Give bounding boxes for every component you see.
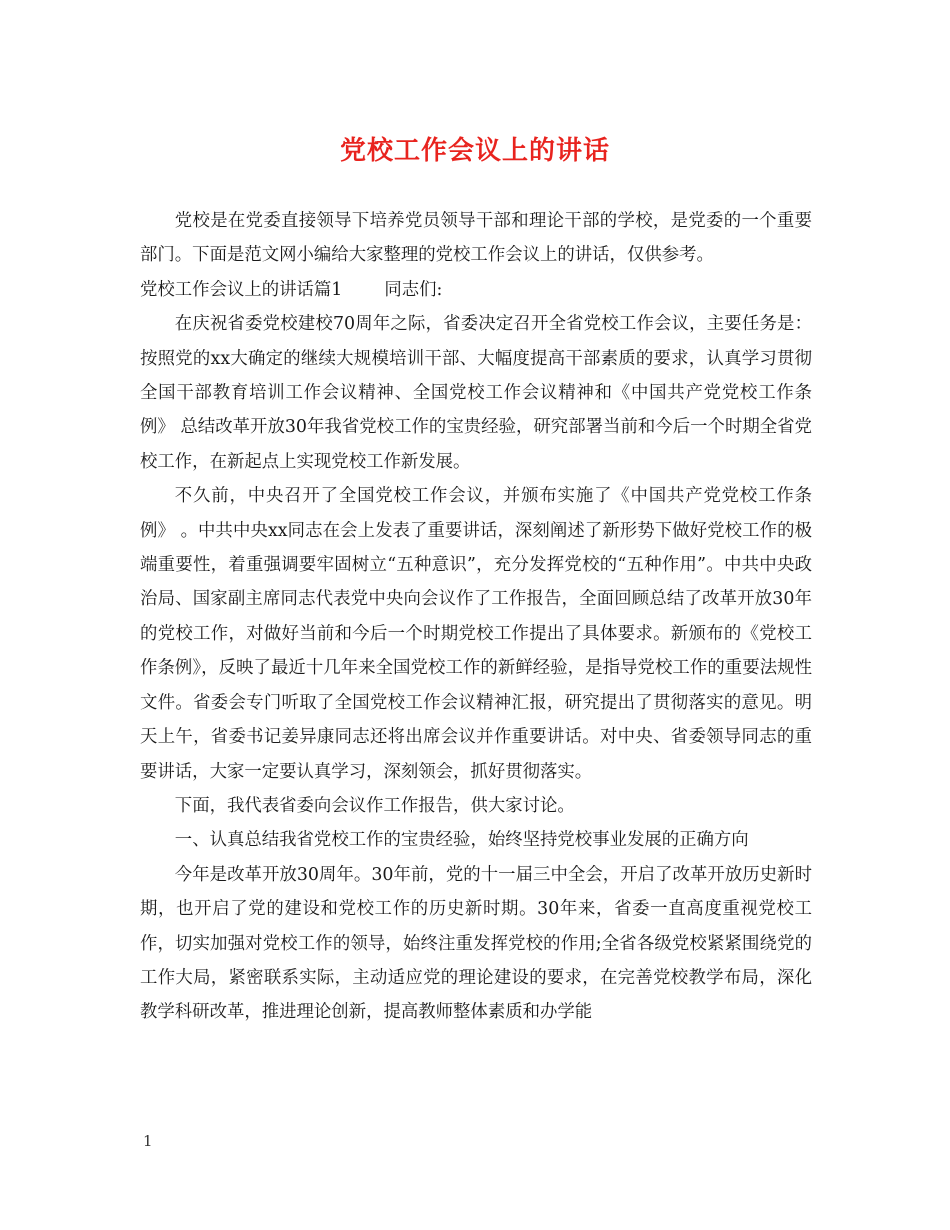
page-number: 1 <box>143 1132 153 1150</box>
body-paragraph: 在庆祝省委党校建校70周年之际，省委决定召开全省党校工作会议，主要任务是：按照党的xx大确定的继续大规模培训干部、大幅度提高干部素质的要求，认真学习贯彻全国干部教育培训工作会议精神、全国党校工作会议精神和《中国共产党党校工作条例》 总结改革开放30年我省党校工作的宝贵经验，研究部署当前和今后一个时期全省党校工作，在新起点上实现党校工作新发展。 <box>140 314 812 472</box>
document-body <box>140 204 812 1030</box>
body-paragraph: 不久前，中央召开了全国党校工作会议，并颁布实施了《中国共产党党校工作条例》 。中共中央xx同志在会上发表了重要讲话，深刻阐述了新形势下做好党校工作的极端重要性，着重强调要牢固树立“五种意识”，充分发挥党校的“五种作用”。中共中央政治局、国家副主席同志代表党中央向会议作了工作报告，全面回顾总结了改革开放30年的党校工作，对做好当前和今后一个时期党校工作提出了具体要求。新颁布的《党校工作条例》，反映了最近十几年来全国党校工作的新鲜经验，是指导党校工作的重要法规性文件。省委会专门听取了全国党校工作会议精神汇报，研究提出了贯彻落实的意见。明天上午，省委书记姜异康同志还将出席会议并作重要讲话。对中央、省委领导同志的重要讲话，大家一定要认真学习，深刻领会，抓好贯彻落实。 <box>140 486 812 782</box>
body-paragraph: 下面，我代表省委向会议作工作报告，供大家讨论。 <box>174 795 575 816</box>
intro-paragraph: 党校是在党委直接领导下培养党员领导干部和理论干部的学校，是党委的一个重要部门。下面是范文网小编给大家整理的党校工作会议上的讲话，仅供参考。 <box>140 211 812 266</box>
section-heading: 党校工作会议上的讲话篇1 <box>140 279 343 300</box>
section-title: 一、认真总结我省党校工作的宝贵经验，始终坚持党校事业发展的正确方向 <box>174 830 749 851</box>
salutation: 同志们: <box>384 279 443 300</box>
document-title: 党校工作会议上的讲话 <box>339 136 610 166</box>
section-heading-line <box>140 273 812 307</box>
body-paragraph: 今年是改革开放30周年。30年前，党的十一届三中全会，开启了改革开放历史新时期，也开启了党的建设和党校工作的历史新时期。30年来，省委一直高度重视党校工作，切实加强对党校工作的领导，始终注重发挥党校的作用;全省各级党校紧紧围绕党的工作大局，紧密联系实际，主动适应党的理论建设的要求，在完善党校教学布局，深化教学科研改革，推进理论创新，提高教师整体素质和办学能 <box>140 864 812 1023</box>
